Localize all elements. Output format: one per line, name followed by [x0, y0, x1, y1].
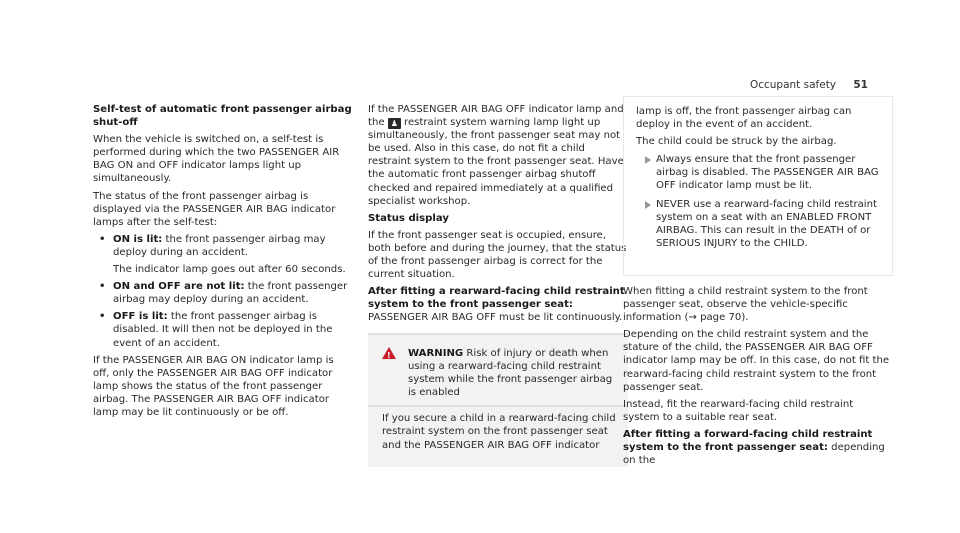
warning-body: If you secure a child in a rearward-facing child restraint system on the front passenger seat and the PASSENGER AIR BAG OFF indicator: [382, 413, 616, 451]
heading-rearward: After fitting a rearward-facing child restraint system to the front passenger seat:: [368, 286, 625, 311]
item-label: ON is lit:: [113, 233, 163, 245]
bullet: •: [99, 281, 106, 293]
seated-occupant-icon: ♟: [388, 118, 401, 129]
paragraph: depending on the: [623, 442, 885, 467]
paragraph: lamp is off, the front passenger airbag can deploy in the event of an accident.: [636, 106, 852, 131]
item-label: OFF is lit:: [113, 311, 168, 323]
paragraph: When the vehicle is switched on, a self-test is performed during which the two PASSENGER AIR BAG ON and OFF indicator lamps light up simultaneously.: [93, 134, 340, 185]
instruction-item: [636, 198, 882, 250]
paragraph: If the front passenger seat is occupied, ensure, both before and during the journey, that the status of the front passenger airbag is correct for the current situation.: [368, 229, 627, 281]
column-2: [368, 103, 628, 329]
warning-title: Risk of injury or death when using a rearward-facing child restraint system while the front passenger airbag is enabled: [408, 348, 613, 399]
list-item: [93, 310, 353, 349]
item-extra: The indicator lamp goes out after 60 seconds.: [113, 264, 346, 276]
paragraph: Instead, fit the rearward-facing child restraint system to a suitable rear seat.: [623, 398, 854, 423]
paragraph-start: If the PASSENGER AIR BAG OFF indicator lamp and the: [368, 104, 624, 129]
paragraph: The status of the front passenger airbag is displayed via the PASSENGER AIR BAG indicator lamps after the self-test:: [93, 190, 336, 228]
heading-status-display: Status display: [368, 212, 449, 224]
paragraph: When fitting a child restraint system to the front passenger seat, observe the vehicle-specific information (→ page 70).: [623, 286, 868, 324]
paragraph: Depending on the child restraint system and the stature of the child, the PASSENGER AIR BAG OFF indicator lamp may be off. In this case, do not fit the rearward-facing child restraint system to the front passenger seat.: [623, 329, 890, 393]
divider: [368, 405, 628, 407]
item-label: ON and OFF are not lit:: [113, 281, 245, 293]
arrow-right-icon: [645, 156, 651, 164]
bullet: •: [99, 233, 106, 245]
status-list: [93, 233, 353, 350]
list-item: [93, 280, 353, 306]
page-header: [750, 79, 868, 92]
column-1: [93, 103, 353, 423]
paragraph: The child could be struck by the airbag.: [636, 136, 837, 148]
warning-triangle-icon: !: [382, 347, 396, 359]
section-title: Occupant safety: [749, 79, 837, 91]
arrow-right-icon: [645, 201, 651, 209]
instruction-text: Always ensure that the front passenger airbag is disabled. The PASSENGER AIR BAG OFF indicator lamp must be lit.: [656, 154, 879, 192]
item-text: the front passenger airbag may deploy during an accident.: [113, 233, 326, 258]
heading-forward: After fitting a forward-facing child restraint system to the front passenger seat:: [623, 428, 873, 454]
warning-label: WARNING: [408, 348, 464, 359]
instruction-text: NEVER use a rearward-facing child restraint system on a seat with an ENABLED FRONT AIRBAG. This can result in the DEATH of or SERIOUS INJURY to the CHILD.: [656, 198, 877, 249]
column-3: [623, 285, 891, 471]
warning-box: [368, 333, 628, 467]
heading-self-test: Self-test of automatic front passenger airbag shut-off: [93, 104, 352, 129]
page-number: 51: [853, 79, 868, 91]
paragraph: If the PASSENGER AIR BAG ON indicator lamp is off, only the PASSENGER AIR BAG OFF indicator lamp shows the status of the front passenger airbag. The PASSENGER AIR BAG OFF indicator lamp may be lit continuously or be off.: [93, 354, 334, 418]
paragraph-rest: restraint system warning lamp light up simultaneously, the front passenger seat may not be used. Also in this case, do not fit a child restraint system to the front passenger seat. Have the automatic front passenger airbag shutoff checked and repaired immediately at a qualified specialist workshop.: [368, 117, 624, 207]
warning-continuation-box: [623, 96, 893, 276]
bullet: •: [99, 311, 106, 323]
item-text: the front passenger airbag is disabled. It will then not be deployed in the event of an accident.: [113, 311, 333, 349]
paragraph: PASSENGER AIR BAG OFF must be lit continuously.: [368, 312, 623, 324]
instruction-item: [636, 153, 882, 192]
list-item: [93, 233, 353, 276]
item-text: the front passenger airbag may deploy during an accident.: [113, 281, 348, 306]
